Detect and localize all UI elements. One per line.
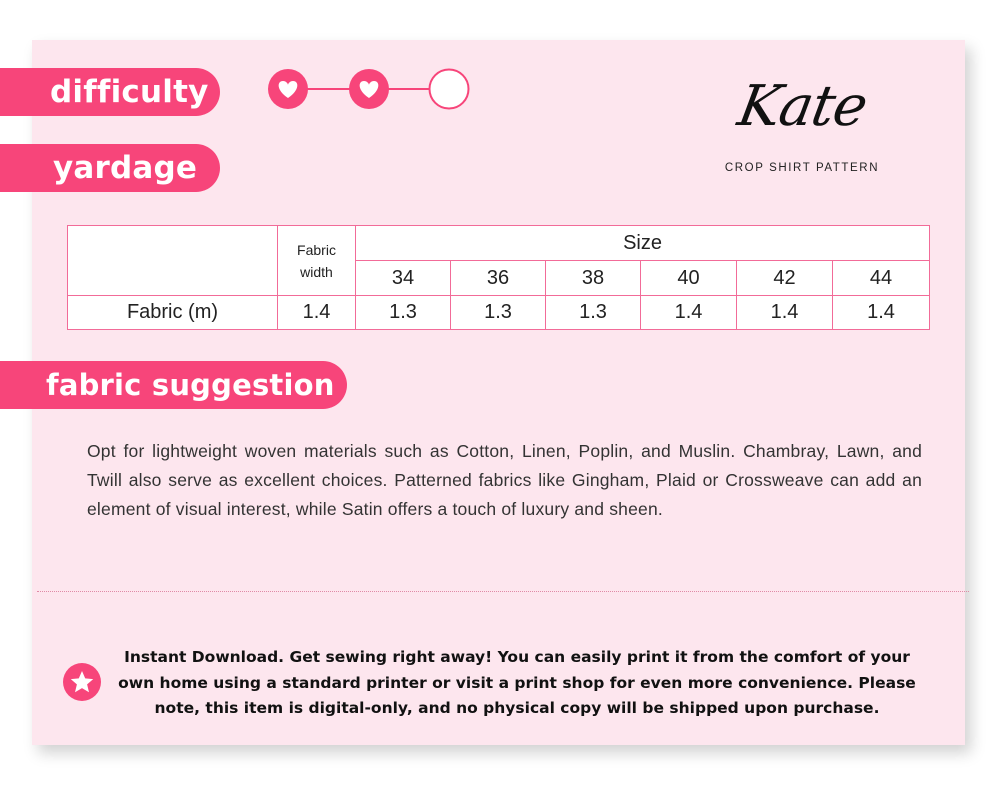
yardage-cell: 1.3: [546, 296, 641, 330]
heart-icon: [349, 69, 389, 109]
yardage-cell: 1.4: [641, 296, 737, 330]
fabric-row: [68, 296, 930, 330]
table-header-row: [68, 226, 930, 261]
size-cell: 40: [641, 261, 737, 296]
yardage-label: yardage: [0, 144, 220, 192]
difficulty-label: difficulty: [0, 68, 220, 116]
difficulty-rating-graphic: [267, 68, 471, 110]
pattern-subtitle: CROP SHIRT PATTERN: [724, 162, 880, 174]
download-notice: Instant Download. Get sewing right away! You can easily print it from the comfort of your own home using a standard printer or visit a print shop for even more convenience. Please note, this item is digital-only, and no physical copy will be shipped upon purchase.: [118, 648, 916, 717]
size-cell: 38: [546, 261, 641, 296]
star-icon: [63, 663, 101, 701]
size-cell: 34: [356, 261, 451, 296]
fabric-suggestion-label: fabric suggestion: [0, 361, 347, 409]
fabric-width-cell: 1.4: [278, 296, 356, 330]
fabric-suggestion-text: Opt for lightweight woven materials such as Cotton, Linen, Poplin, and Muslin. Chambray, Lawn, and Twill also serve as excellent choices. Patterned fabrics like Gingham, Plaid or Crossweave can add an element of visual interest, while Satin offers a touch of luxury and sheen.: [87, 441, 922, 519]
yardage-cell: 1.4: [833, 296, 930, 330]
yardage-cell: 1.3: [356, 296, 451, 330]
yardage-table: [67, 225, 930, 330]
heart-icon: [268, 69, 308, 109]
fabric-width-header-line1: Fabric: [297, 241, 336, 258]
size-cell: 42: [737, 261, 833, 296]
row-label: Fabric (m): [68, 296, 278, 330]
yardage-cell: 1.3: [451, 296, 546, 330]
size-header: Size: [356, 226, 930, 261]
divider: [37, 591, 969, 592]
size-cell: 36: [451, 261, 546, 296]
empty-circle-icon: [430, 70, 469, 109]
fabric-width-header-line2: width: [300, 263, 333, 280]
pattern-title: Kate: [733, 74, 872, 139]
fabric-width-header: [278, 226, 356, 296]
yardage-cell: 1.4: [737, 296, 833, 330]
difficulty-rating: [267, 68, 471, 110]
empty-header-cell: [68, 226, 278, 296]
size-cell: 44: [833, 261, 930, 296]
